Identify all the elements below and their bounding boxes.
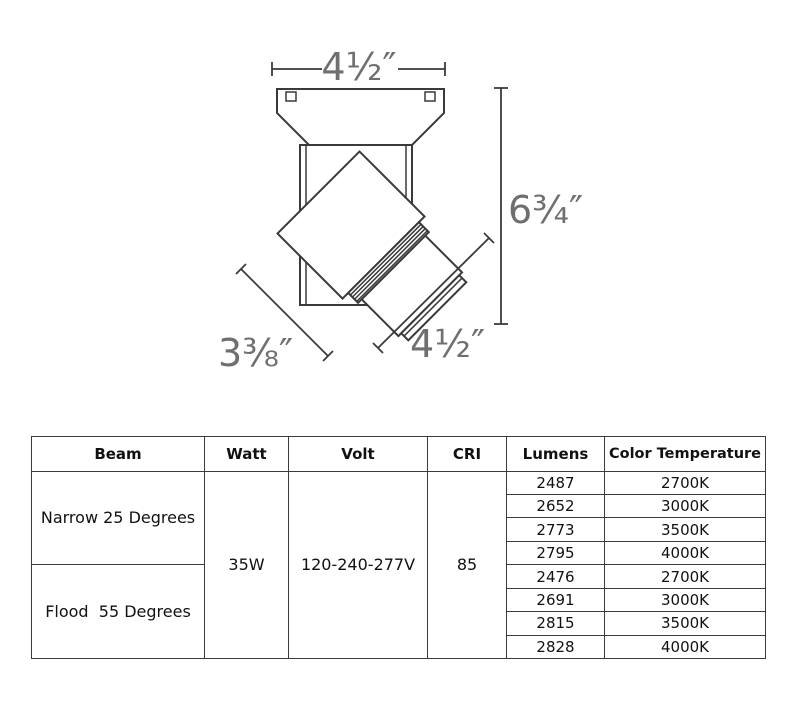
beam-cell: Flood 55 Degrees: [32, 565, 205, 659]
cct-cell: 3000K: [605, 495, 766, 518]
height-label: 6¾″: [508, 188, 584, 232]
header-cri: CRI: [428, 437, 507, 472]
cct-cell: 3000K: [605, 588, 766, 611]
header-lumens: Lumens: [507, 437, 605, 472]
volt-cell: 120-240-277V: [289, 471, 428, 658]
lumens-cell: 2815: [507, 612, 605, 635]
height-dimension: [494, 88, 583, 324]
header-volt: Volt: [289, 437, 428, 472]
cct-cell: 2700K: [605, 565, 766, 588]
table-header-row: [32, 437, 766, 472]
head-length-label: 4½″: [410, 322, 486, 366]
header-color-temperature: Color Temperature: [605, 437, 766, 472]
spec-table: [31, 436, 766, 659]
width-label: 4½″: [321, 45, 397, 89]
lumens-cell: 2773: [507, 518, 605, 541]
cct-cell: 4000K: [605, 635, 766, 658]
cct-cell: 3500K: [605, 518, 766, 541]
lumens-cell: 2476: [507, 565, 605, 588]
header-watt: Watt: [205, 437, 289, 472]
header-beam: Beam: [32, 437, 205, 472]
mounting-canopy: [277, 89, 444, 145]
width-dimension: [272, 45, 445, 89]
cri-cell: 85: [428, 471, 507, 658]
cct-cell: 3500K: [605, 612, 766, 635]
lumens-cell: 2487: [507, 471, 605, 494]
beam-cell: Narrow 25 Degrees: [32, 471, 205, 565]
lumens-cell: 2828: [507, 635, 605, 658]
cct-cell: 4000K: [605, 541, 766, 564]
depth-label: 3⅜″: [218, 331, 294, 375]
lumens-cell: 2795: [507, 541, 605, 564]
table-row: [32, 471, 766, 494]
lumens-cell: 2691: [507, 588, 605, 611]
watt-cell: 35W: [205, 471, 289, 658]
lumens-cell: 2652: [507, 495, 605, 518]
cct-cell: 2700K: [605, 471, 766, 494]
